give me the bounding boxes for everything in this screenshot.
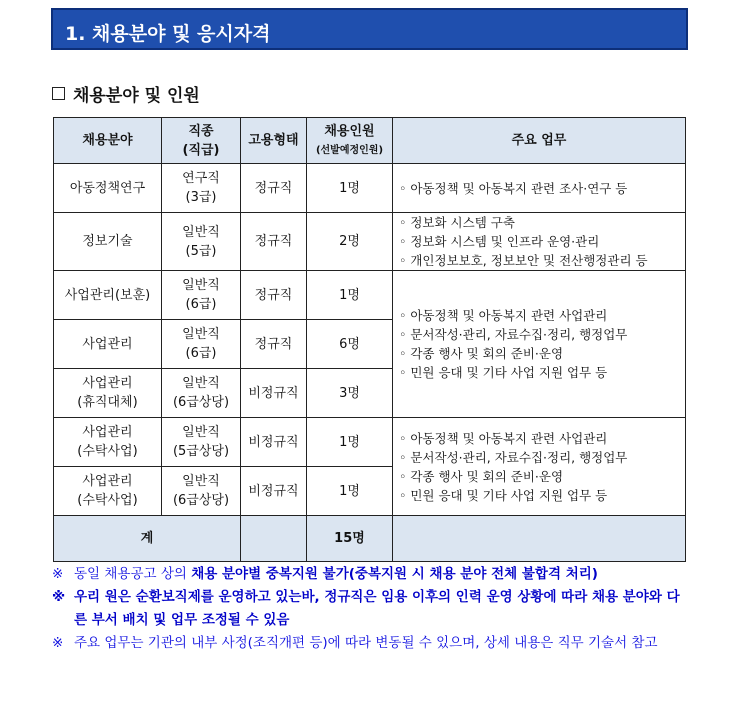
type-cell: 정규직 [241, 164, 307, 213]
field-cell [54, 467, 162, 516]
grade-label: 일반직 [182, 327, 220, 342]
field-label: 사업관리 [82, 336, 133, 352]
field-cell [54, 271, 162, 320]
type-cell: 비정규직 [241, 369, 307, 418]
count-cell: 1명 [307, 467, 393, 516]
type-cell: 비정규직 [241, 418, 307, 467]
field-cell [54, 164, 162, 213]
header-count-line1: 채용인원 [324, 123, 375, 139]
count-cell: 3명 [307, 369, 393, 418]
field-cell [54, 369, 162, 418]
header-grade-line1: 직종 [188, 123, 214, 139]
field-label: 아동정책연구 [69, 180, 146, 196]
note3-text: 주요 업무는 기관의 내부 사정(조직개편 등)에 따라 변동될 수 있으며, 상세 내용은 직무 기술서 참고 [74, 635, 658, 651]
header-count [307, 118, 393, 164]
table-row [54, 418, 686, 467]
duty-line: ◦ 정보화 시스템 구축 [399, 215, 515, 230]
duty-line: ◦ 아동정책 및 아동복지 관련 조사·연구 등 [399, 180, 628, 196]
recruitment-table [53, 117, 686, 562]
section-title-bar [51, 8, 688, 50]
table-row [54, 213, 686, 271]
count-cell: 1명 [307, 164, 393, 213]
duty-line: ◦ 각종 행사 및 회의 준비·운영 [399, 468, 564, 484]
total-empty-cell [241, 516, 307, 562]
count-cell: 2명 [307, 213, 393, 271]
reference-mark: ※ [52, 589, 66, 605]
grade-level: (6급상당) [172, 395, 230, 410]
grade-label: 일반직 [182, 376, 220, 391]
subsection-heading [52, 81, 200, 106]
grade-label: 일반직 [182, 425, 220, 440]
grade-cell [162, 320, 241, 369]
grade-cell [162, 164, 241, 213]
table-row [54, 164, 686, 213]
header-type: 고용형태 [241, 118, 307, 164]
table-header-row [54, 118, 686, 164]
grade-cell [162, 213, 241, 271]
note1-emphasis: 채용 분야별 중복지원 불가(중복지원 시 채용 분야 전체 불합격 처리) [191, 566, 598, 582]
reference-mark: ※ [52, 635, 64, 651]
grade-label: 일반직 [182, 224, 220, 240]
grade-level: (6급상당) [172, 493, 230, 508]
duties-cell [393, 271, 686, 418]
grade-cell [162, 369, 241, 418]
duties-cell [393, 213, 686, 271]
note-duties-change [52, 632, 692, 655]
grade-label: 일반직 [182, 474, 220, 489]
duty-line: ◦ 문서작성·관리, 자료수집·정리, 행정업무 [399, 449, 628, 465]
header-grade-line2: (직급) [182, 142, 220, 158]
field-label: 사업관리 [82, 474, 133, 489]
field-cell [54, 418, 162, 467]
grade-level: (5급상당) [172, 444, 230, 459]
field-label: 사업관리 [82, 376, 133, 391]
duties-cell [393, 164, 686, 213]
count-cell: 1명 [307, 271, 393, 320]
field-label: 정보기술 [82, 234, 133, 249]
reference-mark: ※ [52, 566, 64, 582]
duties-cell [393, 418, 686, 516]
checkbox-square-icon [52, 87, 65, 100]
header-grade [162, 118, 241, 164]
total-count: 15명 [307, 516, 393, 562]
note1-text: 동일 채용공고 상의 [74, 566, 192, 582]
duty-line: ◦ 아동정책 및 아동복지 관련 사업관리 [399, 308, 608, 323]
grade-cell [162, 467, 241, 516]
grade-cell [162, 271, 241, 320]
duty-line: ◦ 민원 응대 및 기타 사업 지원 업무 등 [399, 365, 608, 380]
field-sublabel: (수탁사업) [77, 493, 138, 508]
duty-line: ◦ 아동정책 및 아동복지 관련 사업관리 [399, 430, 608, 446]
grade-label: 연구직 [182, 171, 220, 186]
duty-line: ◦ 개인정보보호, 정보보안 및 전산행정관리 등 [399, 253, 648, 268]
note-rotation-policy [52, 586, 692, 632]
type-cell: 비정규직 [241, 467, 307, 516]
note2-text: 우리 원은 순환보직제를 운영하고 있는바, 정규직은 임용 이후의 인력 운영 상황에 따라 채용 분야와 다른 부서 배치 및 업무 조정될 수 있음 [74, 589, 680, 628]
section-title: 1. 채용분야 및 응시자격 [65, 23, 271, 45]
grade-level: (3급) [185, 190, 217, 205]
type-cell: 정규직 [241, 271, 307, 320]
grade-cell [162, 418, 241, 467]
field-label: 사업관리 [82, 425, 133, 440]
notes [52, 563, 692, 655]
grade-level: (5급) [185, 243, 217, 259]
field-sublabel: (수탁사업) [77, 444, 138, 459]
grade-label: 일반직 [182, 278, 220, 293]
count-cell: 1명 [307, 418, 393, 467]
count-cell: 6명 [307, 320, 393, 369]
field-sublabel: (휴직대체) [77, 395, 138, 410]
subsection-title: 채용분야 및 인원 [73, 86, 200, 106]
total-label: 계 [54, 516, 241, 562]
header-duties: 주요 업무 [393, 118, 686, 164]
note-duplicate-application [52, 563, 692, 586]
header-field: 채용분야 [54, 118, 162, 164]
type-cell: 정규직 [241, 320, 307, 369]
field-cell [54, 320, 162, 369]
duty-line: ◦ 각종 행사 및 회의 준비·운영 [399, 346, 564, 361]
total-row [54, 516, 686, 562]
duty-line: ◦ 문서작성·관리, 자료수집·정리, 행정업무 [399, 327, 628, 342]
duty-line: ◦ 민원 응대 및 기타 사업 지원 업무 등 [399, 487, 608, 503]
header-count-line2: (선발예정인원) [315, 144, 384, 156]
duty-line: ◦ 정보화 시스템 및 인프라 운영·관리 [399, 234, 600, 249]
type-cell: 정규직 [241, 213, 307, 271]
grade-level: (6급) [185, 346, 217, 361]
field-cell [54, 213, 162, 271]
field-label: 사업관리(보훈) [64, 287, 151, 303]
total-duties-empty [393, 516, 686, 562]
grade-level: (6급) [185, 297, 217, 312]
table-row [54, 271, 686, 320]
